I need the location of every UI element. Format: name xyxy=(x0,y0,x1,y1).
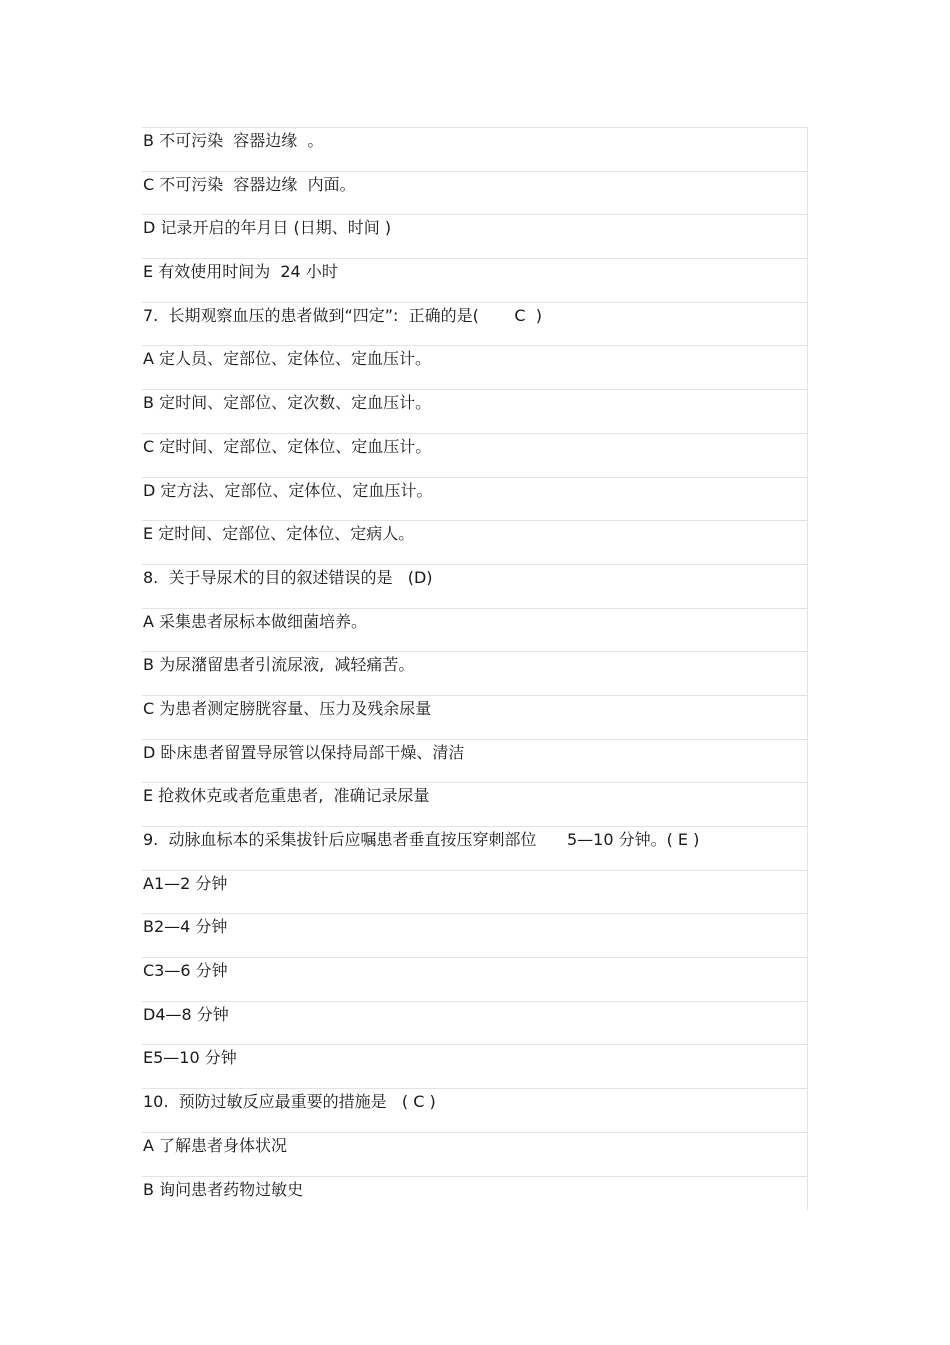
line-text: E 有效使用时间为 24 小时 xyxy=(143,262,338,282)
question-text: 7. 长期观察血压的患者做到“四定”: 正确的是( C ) xyxy=(143,305,543,325)
question-line xyxy=(142,564,808,608)
question-text: 8. 关于导尿术的目的叙述错误的是 (D) xyxy=(143,567,433,587)
option-line xyxy=(142,520,808,564)
option-line xyxy=(142,1176,808,1210)
option-text: D 卧床患者留置导尿管以保持局部干燥、清洁 xyxy=(143,742,465,762)
option-text: D 定方法、定部位、定体位、定血压计。 xyxy=(143,480,433,500)
option-line xyxy=(142,739,808,783)
option-text: E 抢救休克或者危重患者, 准确记录尿量 xyxy=(143,786,430,806)
option-text: C3—6 分钟 xyxy=(143,961,228,981)
option-line xyxy=(142,957,808,1001)
option-text: A1—2 分钟 xyxy=(143,873,228,893)
text-line xyxy=(142,258,808,302)
option-text: E 定时间、定部位、定体位、定病人。 xyxy=(143,524,415,544)
option-line xyxy=(142,1044,808,1088)
option-line xyxy=(142,870,808,914)
option-line xyxy=(142,608,808,652)
option-line xyxy=(142,782,808,826)
option-line xyxy=(142,913,808,957)
text-line xyxy=(142,171,808,215)
option-line xyxy=(142,651,808,695)
text-line xyxy=(142,127,808,171)
option-text: C 为患者测定膀胱容量、压力及残余尿量 xyxy=(143,698,432,718)
option-text: B 为尿潴留患者引流尿液, 减轻痛苦。 xyxy=(143,655,415,675)
line-text: C 不可污染 容器边缘 内面。 xyxy=(143,174,356,194)
option-text: C 定时间、定部位、定体位、定血压计。 xyxy=(143,436,432,456)
option-line xyxy=(142,389,808,433)
line-text: B 不可污染 容器边缘 。 xyxy=(143,131,324,150)
text-line xyxy=(142,214,808,258)
option-text: B 定时间、定部位、定次数、定血压计。 xyxy=(143,393,432,413)
question-line xyxy=(142,302,808,346)
option-line xyxy=(142,433,808,477)
option-text: B2—4 分钟 xyxy=(143,917,228,937)
question-text: 9. 动脉血标本的采集拔针后应嘱患者垂直按压穿刺部位 5—10 分钟。( E ) xyxy=(143,830,700,849)
question-line xyxy=(142,826,808,870)
question-text: 10. 预防过敏反应最重要的措施是 ( C ) xyxy=(143,1092,436,1112)
option-text: E5—10 分钟 xyxy=(143,1048,237,1068)
option-text: B 询问患者药物过敏史 xyxy=(143,1179,304,1199)
question-list xyxy=(142,127,808,1210)
option-line xyxy=(142,345,808,389)
line-text: D 记录开启的年月日 (日期、时间 ) xyxy=(143,218,392,238)
option-text: A 了解患者身体状况 xyxy=(143,1135,288,1155)
option-line xyxy=(142,695,808,739)
option-line xyxy=(142,1001,808,1045)
option-line xyxy=(142,477,808,521)
option-line xyxy=(142,1132,808,1176)
option-text: A 定人员、定部位、定体位、定血压计。 xyxy=(143,349,432,369)
question-line xyxy=(142,1088,808,1132)
option-text: A 采集患者尿标本做细菌培养。 xyxy=(143,611,368,631)
option-text: D4—8 分钟 xyxy=(143,1004,229,1024)
